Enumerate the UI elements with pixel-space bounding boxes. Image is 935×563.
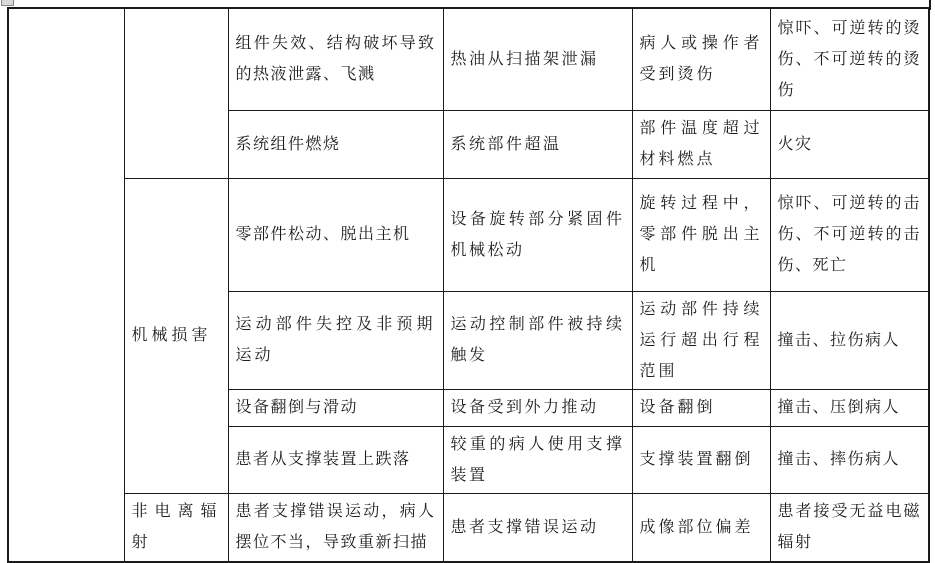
hazard-cell: 患者支撑错误运动，病人摆位不当，导致重新扫描	[228, 493, 443, 562]
harm-cell: 火灾	[770, 110, 929, 178]
hazard-cell: 系统组件燃烧	[228, 110, 443, 178]
hazard-cell: 设备翻倒与滑动	[228, 389, 443, 426]
harm-cell: 惊吓、可逆转的烫伤、不可逆转的烫伤	[770, 8, 929, 110]
hazard-cell: 零部件松动、脱出主机	[228, 178, 443, 291]
left-empty-column-cell	[8, 8, 124, 562]
situation-cell: 运动部件持续运行超出行程范围	[632, 291, 770, 389]
table-handle-fragment	[1, 0, 14, 6]
category-empty-cell	[124, 8, 228, 178]
category-cell-non-ionizing: 非电离辐射	[124, 493, 228, 562]
harm-cell: 惊吓、可逆转的击伤、不可逆转的击伤、死亡	[770, 178, 929, 291]
cause-cell: 热油从扫描架泄漏	[443, 8, 632, 110]
table-row	[8, 493, 929, 562]
table-row	[8, 178, 929, 291]
hazard-cell: 患者从支撑装置上跌落	[228, 426, 443, 493]
cause-cell: 系统部件超温	[443, 110, 632, 178]
cause-cell: 较重的病人使用支撑装置	[443, 426, 632, 493]
table-row	[8, 8, 929, 110]
situation-cell: 支撑装置翻倒	[632, 426, 770, 493]
harm-cell: 患者接受无益电磁辐射	[770, 493, 929, 562]
situation-cell: 部件温度超过材料燃点	[632, 110, 770, 178]
cause-cell: 设备受到外力推动	[443, 389, 632, 426]
harm-cell: 撞击、拉伤病人	[770, 291, 929, 389]
cause-cell: 运动控制部件被持续触发	[443, 291, 632, 389]
hazard-cell: 组件失效、结构破坏导致的热液泄露、飞溅	[228, 8, 443, 110]
situation-cell: 病人或操作者受到烫伤	[632, 8, 770, 110]
situation-cell: 成像部位偏差	[632, 493, 770, 562]
harm-cell: 撞击、摔伤病人	[770, 426, 929, 493]
hazard-cell: 运动部件失控及非预期运动	[228, 291, 443, 389]
cause-cell: 患者支撑错误运动	[443, 493, 632, 562]
harm-cell: 撞击、压倒病人	[770, 389, 929, 426]
category-cell-mechanical: 机械损害	[124, 178, 228, 493]
cause-cell: 设备旋转部分紧固件机械松动	[443, 178, 632, 291]
risk-analysis-table	[7, 7, 930, 563]
situation-cell: 设备翻倒	[632, 389, 770, 426]
situation-cell: 旋转过程中，零部件脱出主机	[632, 178, 770, 291]
